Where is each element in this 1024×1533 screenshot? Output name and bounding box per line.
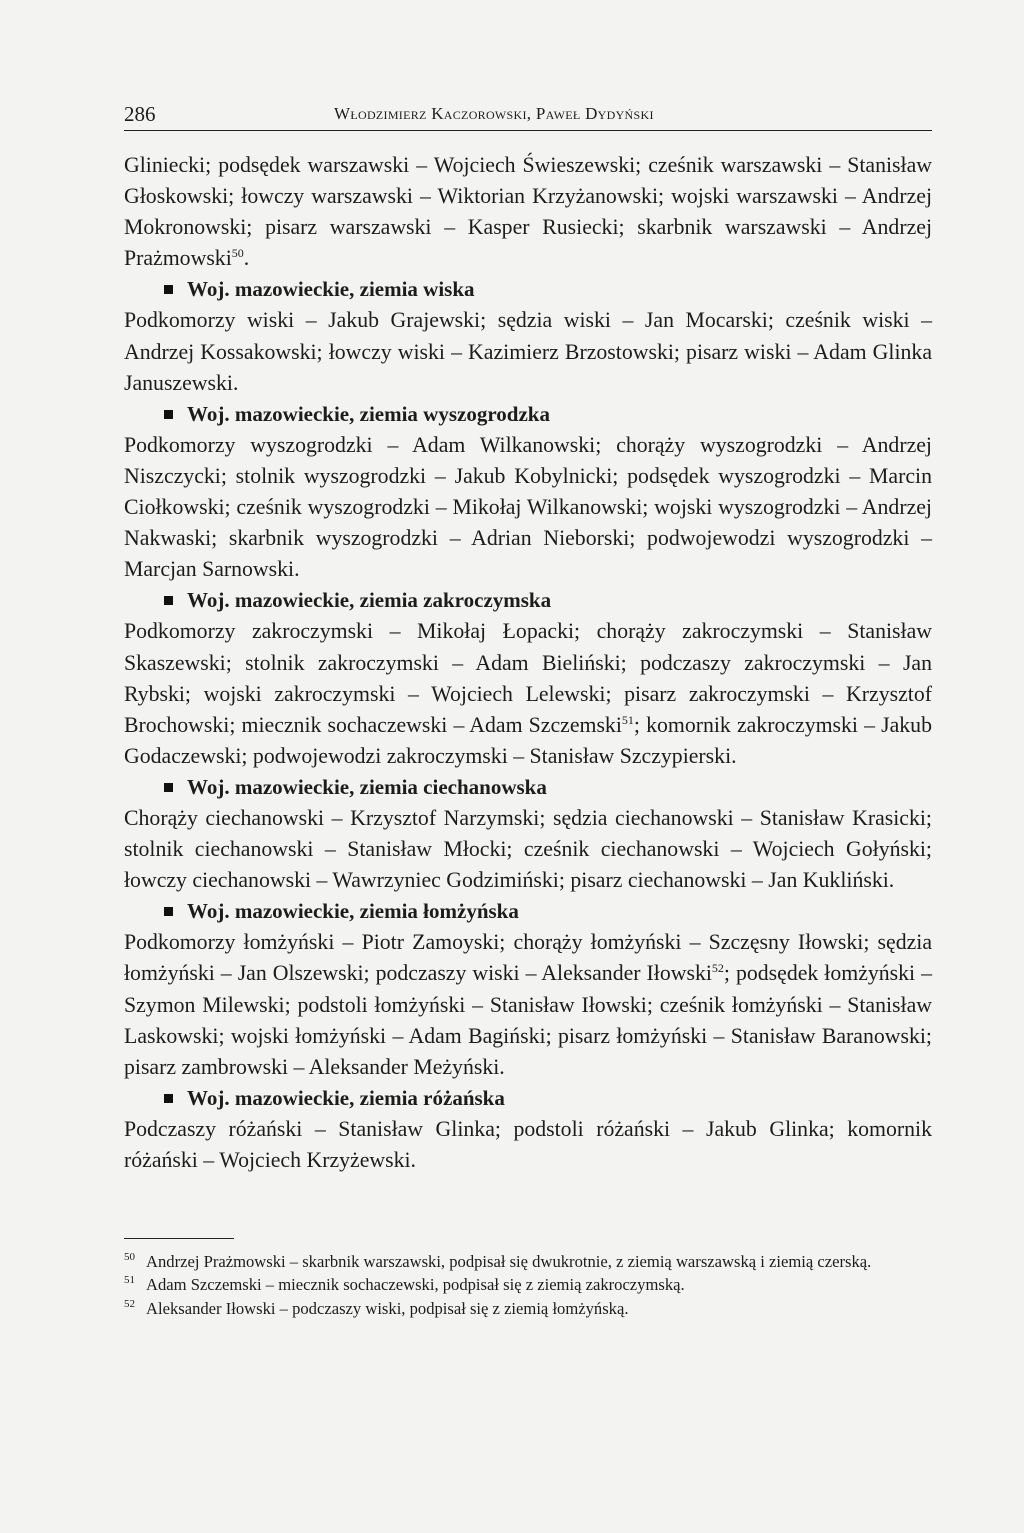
square-bullet-icon xyxy=(164,410,173,419)
section-text-zakroczymska xyxy=(124,616,932,771)
square-bullet-icon xyxy=(164,783,173,792)
section-heading-text: Woj. mazowieckie, ziemia różańska xyxy=(187,1085,505,1110)
section-heading-zakroczymska xyxy=(124,585,932,616)
section-text-wyszogrodzka: Podkomorzy wyszogrodzki – Adam Wilkanowski; chorąży wyszogrodzki – Andrzej Niszczycki; stolnik wyszogrodzki – Jakub Kobylnicki; podsędek wyszogrodzki – Marcin Ciołkowski; cześnik wyszogrodzki – Mikołaj Wilkanowski; wojski wyszogrodzki – Andrzej Nakwaski; skarbnik wyszogrodzki – Adrian Nieborski; podwojewodzi wyszogrodzki – Marcjan Sarnowski. xyxy=(124,432,932,582)
footnote-text: Adam Szczemski – miecznik sochaczewski, podpisał się z ziemią zakroczymską. xyxy=(146,1275,685,1295)
page-header xyxy=(124,102,932,131)
intro-paragraph xyxy=(124,150,932,274)
section-heading-wiska xyxy=(124,274,932,305)
section-text-part: ; podsędek łomżyński – Szymon Milewski; podstoli łomżyński – Stanisław Iłowski; cześnik łomżyński – Stanisław Laskowski; wojski łomżyński – Adam Bagiński; pisarz łomżyński – Stanisław Baranowski; pisarz zambrowski – Aleksander Meżyński. xyxy=(124,961,932,1079)
section-heading-text: Woj. mazowieckie, ziemia wyszogrodzka xyxy=(187,401,550,426)
footnote-mark: 52 xyxy=(124,1297,135,1310)
section-heading-text: Woj. mazowieckie, ziemia ciechanowska xyxy=(187,774,547,799)
footnote-text: Aleksander Iłowski – podczaszy wiski, podpisał się z ziemią łomżyńską. xyxy=(146,1298,629,1318)
intro-tail: . xyxy=(243,246,250,271)
footnote-mark: 51 xyxy=(124,1274,135,1287)
footnote-ref-52: 52 xyxy=(711,961,724,976)
footnote-mark: 50 xyxy=(124,1251,135,1263)
section-heading-text: Woj. mazowieckie, ziemia wiska xyxy=(187,277,475,302)
square-bullet-icon xyxy=(164,596,173,605)
footnote-51 xyxy=(124,1273,932,1296)
section-text-rozanska: Podczaszy różański – Stanisław Glinka; podstoli różański – Jakub Glinka; komornik różański – Wojciech Krzyżewski. xyxy=(124,1116,932,1172)
section-text-lomzynska xyxy=(124,927,932,1082)
footnote-ref-51: 51 xyxy=(621,712,634,727)
section-text-part: ; komornik zakroczymski – Jakub Godaczewski; podwojewodzi zakroczymski – Stanisław Szczypierski. xyxy=(124,712,932,768)
section-text-ciechanowska: Chorąży ciechanowski – Krzysztof Narzymski; sędzia ciechanowski – Stanisław Krasicki; stolnik ciechanowski – Stanisław Młocki; cześnik ciechanowski – Wojciech Gołyński; łowczy ciechanowski – Wawrzyniec Godzimiński; pisarz ciechanowski – Jan Kukliński. xyxy=(124,805,932,893)
square-bullet-icon xyxy=(164,907,173,916)
section-heading-text: Woj. mazowieckie, ziemia zakroczymska xyxy=(187,588,552,613)
section-text-part: Podkomorzy zakroczymski – Mikołaj Łopacki; chorąży zakroczymski – Stanisław Skaszewski; stolnik zakroczymski – Adam Bieliński; podczaszy zakroczymski – Jan Rybski; wojski zakroczymski – Wojciech Lelewski; pisarz zakroczymski – Krzysztof Brochowski; miecznik sochaczewski – Adam Szczemski xyxy=(124,619,932,737)
section-heading-wyszogrodzka xyxy=(124,399,932,430)
section-heading-text: Woj. mazowieckie, ziemia łomżyńska xyxy=(187,899,519,924)
section-heading-ciechanowska xyxy=(124,772,932,803)
footnote-50 xyxy=(124,1250,932,1273)
footnote-separator xyxy=(124,1238,234,1239)
footnote-text: Andrzej Prażmowski – skarbnik warszawski, podpisał się dwukrotnie, z ziemią warszawską i ziemią czerską. xyxy=(146,1252,872,1271)
section-heading-lomzynska xyxy=(124,896,932,927)
main-text xyxy=(124,150,932,1176)
intro-text: Gliniecki; podsędek warszawski – Wojciech Świeszewski; cześnik warszawski – Stanisław Głoskowski; łowczy warszawski – Wiktorian Krzyżanowski; wojski warszawski – Andrzej Mokronowski; pisarz warszawski – Kasper Rusiecki; skarbnik warszawski – Andrzej Prażmowski xyxy=(124,153,932,271)
section-text-wiska: Podkomorzy wiski – Jakub Grajewski; sędzia wiski – Jan Mocarski; cześnik wiski – Andrzej Kossakowski; łowczy wiski – Kazimierz Brzostowski; pisarz wiski – Adam Glinka Januszewski. xyxy=(124,308,932,395)
square-bullet-icon xyxy=(164,285,173,294)
footnote-ref-50: 50 xyxy=(231,246,244,261)
section-text-part: Podkomorzy łomżyński – Piotr Zamoyski; chorąży łomżyński – Szczęsny Iłowski; sędzia łomżyński – Jan Olszewski; podczaszy wiski – Aleksander Iłowski xyxy=(124,930,932,986)
page-number: 286 xyxy=(124,102,156,126)
running-head: Włodzimierz Kaczorowski, Paweł Dydyński xyxy=(334,104,654,123)
square-bullet-icon xyxy=(164,1094,173,1103)
footnote-52 xyxy=(124,1297,932,1320)
footnotes xyxy=(124,1250,932,1320)
section-heading-rozanska xyxy=(124,1083,932,1114)
